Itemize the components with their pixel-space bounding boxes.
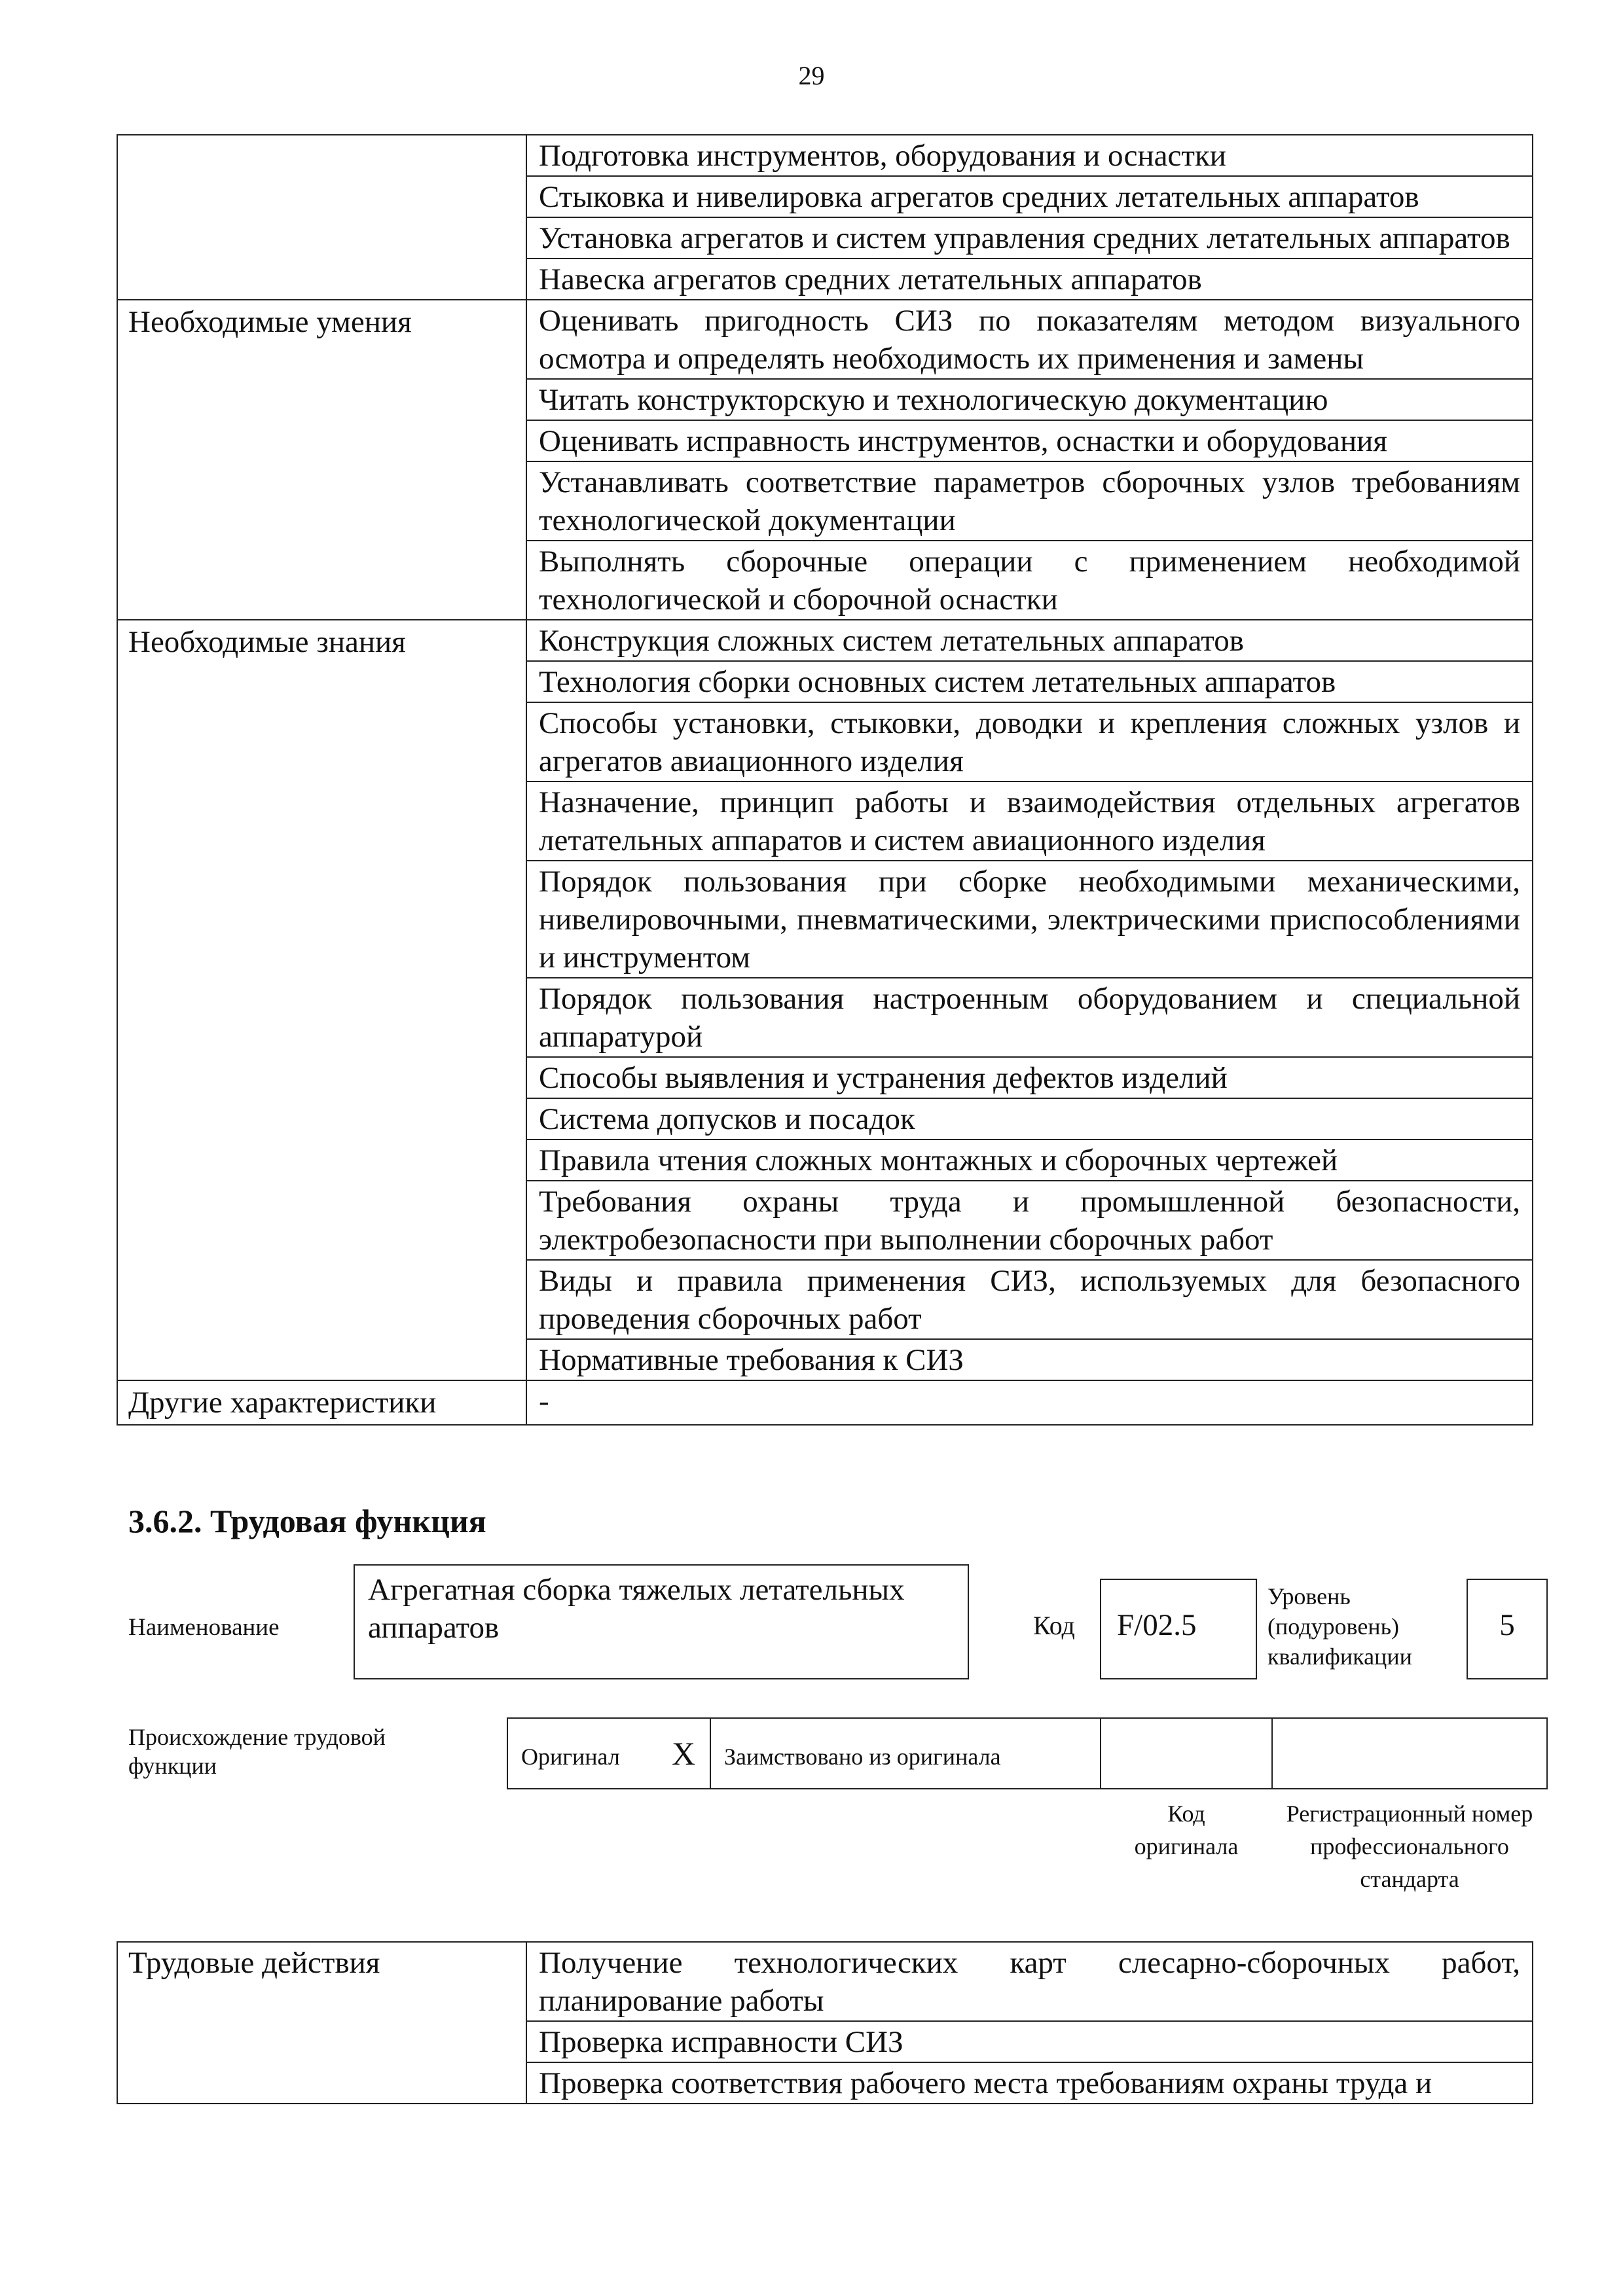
row-item: Способы выявления и устранения дефектов изделий: [526, 1057, 1533, 1098]
original-code-cell: [1100, 1717, 1273, 1789]
code-label: Код: [1033, 1611, 1075, 1640]
row-item: Читать конструкторскую и технологическую документацию: [526, 379, 1533, 420]
level-value: 5: [1467, 1579, 1548, 1679]
actions-table: [117, 1941, 1533, 2104]
row-item: Виды и правила применения СИЗ, используемых для безопасного проведения сборочных работ: [526, 1260, 1533, 1339]
code-caption: Код оригинала: [1134, 1801, 1239, 1859]
registration-number-cell: [1271, 1717, 1548, 1789]
section-title: 3.6.2. Трудовая функция: [128, 1503, 486, 1539]
name-label: Наименование: [128, 1614, 280, 1641]
table-row: [117, 135, 1533, 176]
row-item: Оценивать пригодность СИЗ по показателям методом визуального осмотра и определять необходимость их применения и замены: [526, 300, 1533, 379]
row-item: Выполнять сборочные операции с применением необходимой технологической и сборочной оснастки: [526, 541, 1533, 620]
row-label: Другие характеристики: [117, 1380, 526, 1425]
row-item: -: [526, 1380, 1533, 1425]
table-row: [117, 1942, 1533, 2021]
table-row: [117, 300, 1533, 379]
row-item: Порядок пользования при сборке необходимыми механическими, нивелировочными, пневматическими, электрическими приспособлениями и инструментом: [526, 861, 1533, 978]
table-row: [117, 620, 1533, 661]
skills-table: [117, 134, 1533, 1426]
row-item: Порядок пользования настроенным оборудованием и специальной аппаратурой: [526, 978, 1533, 1057]
row-item: Правила чтения сложных монтажных и сборочных чертежей: [526, 1139, 1533, 1181]
origin-original-cell: [507, 1717, 711, 1789]
table-row: [117, 1380, 1533, 1425]
original-mark: X: [672, 1735, 696, 1772]
row-item: Конструкция сложных систем летательных аппаратов: [526, 620, 1533, 661]
level-label: Уровень (подуровень) квалификации: [1267, 1583, 1412, 1670]
borrowed-label: Заимствовано из оригинала: [724, 1744, 1001, 1770]
row-label: Трудовые действия: [117, 1942, 526, 2104]
row-label: Необходимые знания: [117, 620, 526, 1380]
origin-borrowed-cell: [710, 1717, 1101, 1789]
row-item: Требования охраны труда и промышленной безопасности, электробезопасности при выполнении сборочных работ: [526, 1181, 1533, 1260]
row-item: Установка агрегатов и систем управления средних летательных аппаратов: [526, 217, 1533, 259]
code-value: F/02.5: [1100, 1579, 1257, 1679]
row-item: Назначение, принцип работы и взаимодействия отдельных агрегатов летательных аппаратов и систем авиационного изделия: [526, 781, 1533, 861]
row-item: Оценивать исправность инструментов, оснастки и оборудования: [526, 420, 1533, 461]
page-number: 29: [798, 61, 825, 90]
row-item: Подготовка инструментов, оборудования и оснастки: [526, 135, 1533, 176]
row-item: Получение технологических карт слесарно-сборочных работ, планирование работы: [526, 1942, 1533, 2021]
row-item: Нормативные требования к СИЗ: [526, 1339, 1533, 1380]
row-label: Необходимые умения: [117, 300, 526, 620]
row-item: Технология сборки основных систем летательных аппаратов: [526, 661, 1533, 702]
row-label: [117, 135, 526, 300]
name-value: Агрегатная сборка тяжелых летательных аппаратов: [354, 1564, 969, 1679]
original-label: Оригинал: [521, 1744, 620, 1770]
row-item: Навеска агрегатов средних летательных аппаратов: [526, 259, 1533, 300]
row-item: Стыковка и нивелировка агрегатов средних летательных аппаратов: [526, 176, 1533, 217]
row-item: Система допусков и посадок: [526, 1098, 1533, 1139]
row-item: Устанавливать соответствие параметров сборочных узлов требованиям технологической документации: [526, 461, 1533, 541]
origin-label: Происхождение трудовой функции: [128, 1724, 386, 1779]
row-item: Проверка соответствия рабочего места требованиям охраны труда и: [526, 2062, 1533, 2104]
reg-caption: Регистрационный номер профессионального стандарта: [1286, 1801, 1533, 1892]
row-item: Способы установки, стыковки, доводки и крепления сложных узлов и агрегатов авиационного изделия: [526, 702, 1533, 781]
row-item: Проверка исправности СИЗ: [526, 2021, 1533, 2062]
